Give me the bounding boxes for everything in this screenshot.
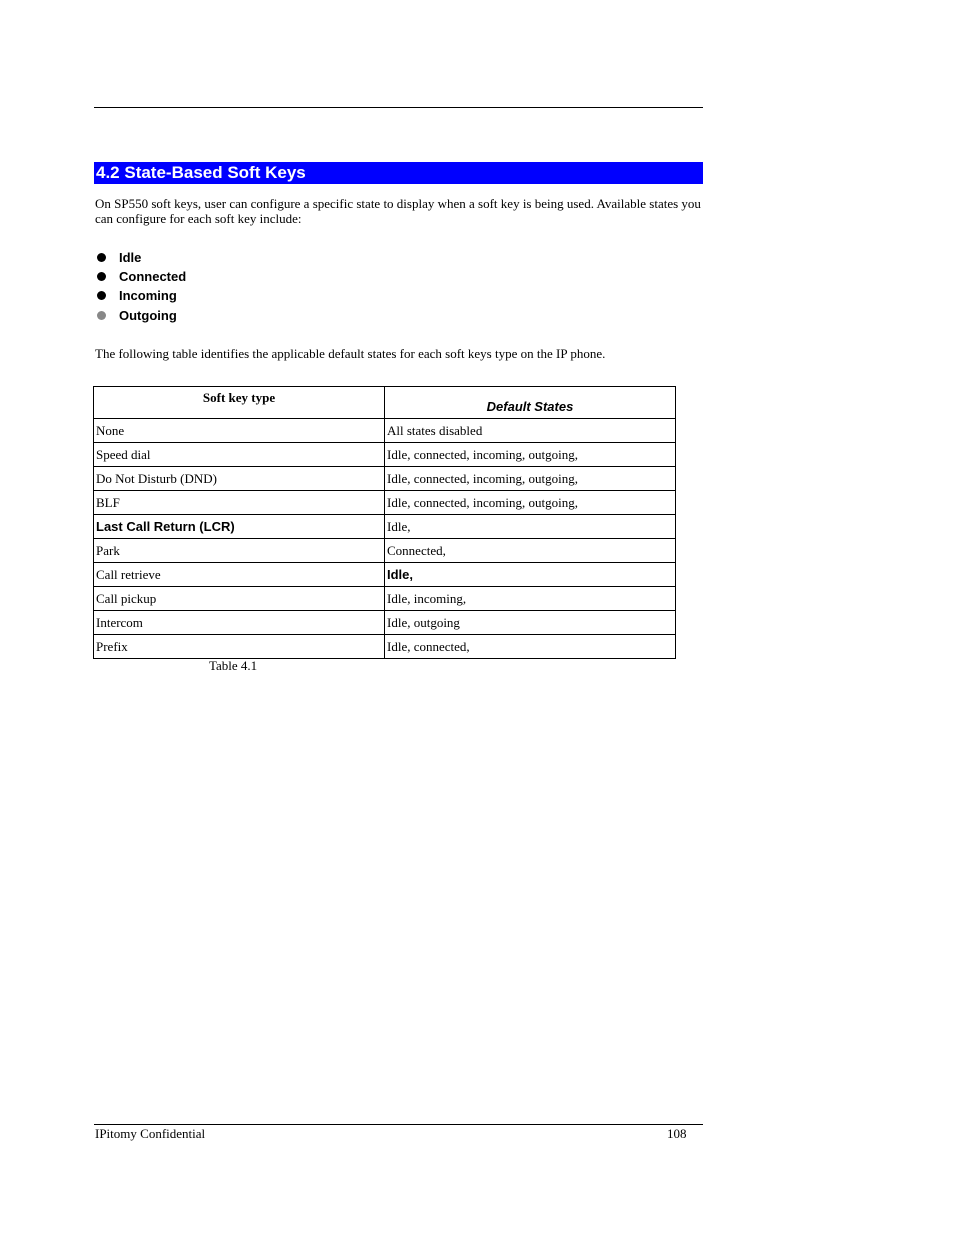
table-cell: Connected, bbox=[385, 539, 676, 563]
table-cell: Idle, bbox=[385, 515, 676, 539]
table-row bbox=[94, 611, 676, 635]
table-cell: Speed dial bbox=[94, 443, 385, 467]
bullet-icon bbox=[97, 291, 106, 300]
table-cell: Idle, incoming, bbox=[385, 587, 676, 611]
table-cell: Idle, outgoing bbox=[385, 611, 676, 635]
page-number: 108 bbox=[667, 1126, 687, 1141]
table-row bbox=[94, 587, 676, 611]
table-cell: Last Call Return (LCR) bbox=[94, 515, 385, 539]
table-row bbox=[94, 443, 676, 467]
table-row bbox=[94, 419, 676, 443]
table-cell: Prefix bbox=[94, 635, 385, 659]
state-label: Connected bbox=[119, 269, 187, 284]
table-cell: None bbox=[94, 419, 385, 443]
table-intro-paragraph: The following table identifies the applicable default states for each soft keys type on the IP phone. bbox=[95, 346, 606, 361]
table-cell: Park bbox=[94, 539, 385, 563]
bullet-icon bbox=[97, 311, 106, 320]
table-row bbox=[94, 563, 676, 587]
state-label: Incoming bbox=[119, 288, 177, 303]
section-heading: 4.2 State-Based Soft Keys bbox=[94, 162, 703, 184]
default-states-table bbox=[93, 386, 676, 659]
footer-confidential: IPitomy Confidential bbox=[95, 1126, 206, 1141]
bullet-icon bbox=[97, 272, 106, 281]
intro-paragraph: On SP550 soft keys, user can configure a specific state to display when a soft key is being used. Available states you can configure for each soft key include: bbox=[95, 196, 701, 226]
table-cell: Call pickup bbox=[94, 587, 385, 611]
table-row bbox=[94, 467, 676, 491]
table-row bbox=[94, 491, 676, 515]
column-header-default-states: Default States bbox=[385, 387, 676, 419]
table-cell: Idle, connected, bbox=[385, 635, 676, 659]
table-cell: Idle, connected, incoming, outgoing, bbox=[385, 467, 676, 491]
state-label: Outgoing bbox=[119, 308, 177, 323]
column-header-soft-key-type: Soft key type bbox=[94, 387, 385, 419]
header-rule bbox=[94, 107, 703, 108]
table-cell: Call retrieve bbox=[94, 563, 385, 587]
footer-rule bbox=[94, 1124, 703, 1125]
bullet-icon bbox=[97, 253, 106, 262]
table-row bbox=[94, 539, 676, 563]
state-label: Idle bbox=[119, 250, 142, 265]
table-cell: BLF bbox=[94, 491, 385, 515]
table-cell: Do Not Disturb (DND) bbox=[94, 467, 385, 491]
table-cell: Idle, connected, incoming, outgoing, bbox=[385, 491, 676, 515]
table-row bbox=[94, 635, 676, 659]
table-cell: Intercom bbox=[94, 611, 385, 635]
table-cell: Idle, bbox=[385, 563, 676, 587]
table-cell: All states disabled bbox=[385, 419, 676, 443]
table-row bbox=[94, 515, 676, 539]
table-caption: Table 4.1 bbox=[209, 658, 258, 673]
table-cell: Idle, connected, incoming, outgoing, bbox=[385, 443, 676, 467]
table-header-row bbox=[94, 387, 676, 419]
